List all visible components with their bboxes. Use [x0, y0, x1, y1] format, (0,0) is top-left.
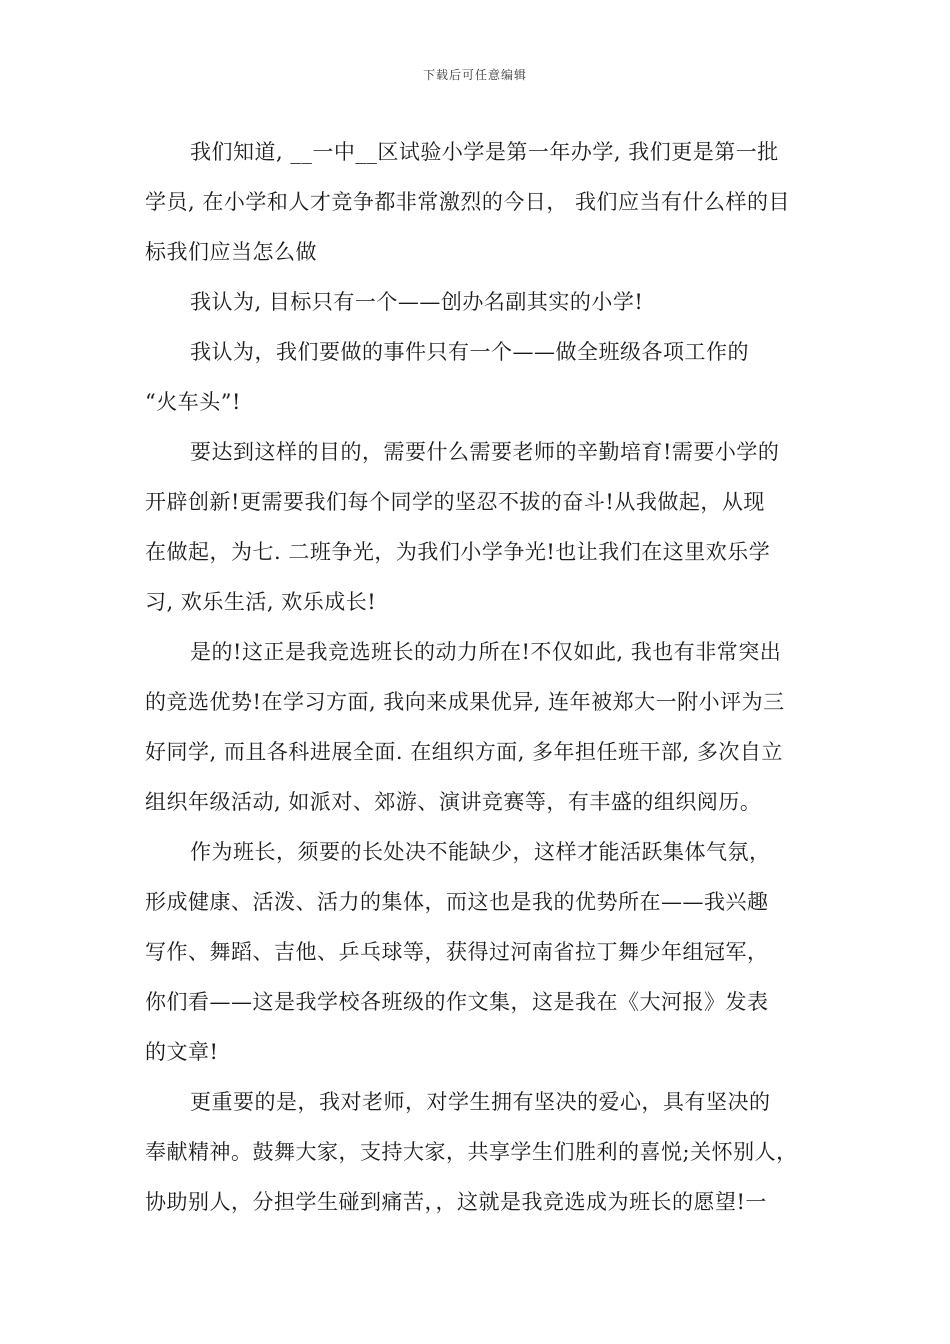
text-line: 形成健康、活泼、活力的集体，而这也是我的优势所在——我兴趣: [145, 890, 769, 914]
paragraph: [145, 427, 817, 627]
text-line: 协助别人，分担学生碰到痛苦，，这就是我竞选成为班长的愿望!一: [145, 1190, 767, 1214]
paragraph: [145, 327, 817, 427]
text-line: 标我们应当怎么做: [145, 240, 317, 264]
text-line: 奉献精神。鼓舞大家，支持大家，共享学生们胜利的喜悦;关怀别人，: [145, 1140, 798, 1164]
paragraph: [145, 127, 817, 277]
text-line: 好同学, 而且各科进展全面. 在组织方面, 多年担任班干部, 多次自立: [145, 740, 783, 764]
text-line: 是的!这正是我竞选班长的动力所在!不仅如此, 我也有非常突出: [190, 640, 782, 664]
paragraph: [145, 1077, 817, 1227]
text-line: 的竞选优势!在学习方面, 我向来成果优异, 连年被郑大一附小评为三: [145, 690, 785, 714]
text-line: 作为班长，须要的长处决不能缺少，这样才能活跃集体气氛，: [190, 840, 771, 864]
text-line: “火车头”!: [145, 390, 241, 414]
text-line: 我认为，我们要做的事件只有一个——做全班级各项工作的: [190, 340, 749, 364]
paragraph: [145, 277, 817, 327]
text-line: 组织年级活动, 如派对、郊游、演讲竞赛等，有丰盛的组织阅历。: [145, 790, 762, 814]
text-line: 我们知道, __一中__区试验小学是第一年办学, 我们更是第一批: [190, 140, 779, 164]
text-line: 你们看——这是我学校各班级的作文集，这是我在《大河报》发表: [145, 990, 769, 1014]
paragraph: [145, 627, 817, 827]
text-line: 我认为, 目标只有一个——创办名副其实的小学!: [190, 290, 644, 314]
document-body: [145, 127, 817, 1227]
text-line: 要达到这样的目的，需要什么需要老师的辛勤培育!需要小学的: [190, 440, 780, 464]
text-line: 在做起，为七. 二班争光，为我们小学争光!也让我们在这里欢乐学: [145, 540, 771, 564]
text-line: 学员, 在小学和人才竞争都非常激烈的今日， 我们应当有什么样的目: [145, 190, 791, 214]
text-line: 开辟创新!更需要我们每个同学的坚忍不拔的奋斗!从我做起，从现: [145, 490, 765, 514]
header-note: 下载后可任意编辑: [422, 68, 527, 82]
text-line: 的文章!: [145, 1040, 219, 1064]
text-line: 更重要的是，我对老师，对学生拥有坚决的爱心，具有坚决的: [190, 1090, 771, 1114]
paragraph: [145, 827, 817, 1077]
text-line: 写作、舞蹈、吉他、乒乓球等，获得过河南省拉丁舞少年组冠军，: [145, 940, 769, 964]
text-line: 习, 欢乐生活, 欢乐成长!: [145, 590, 377, 614]
